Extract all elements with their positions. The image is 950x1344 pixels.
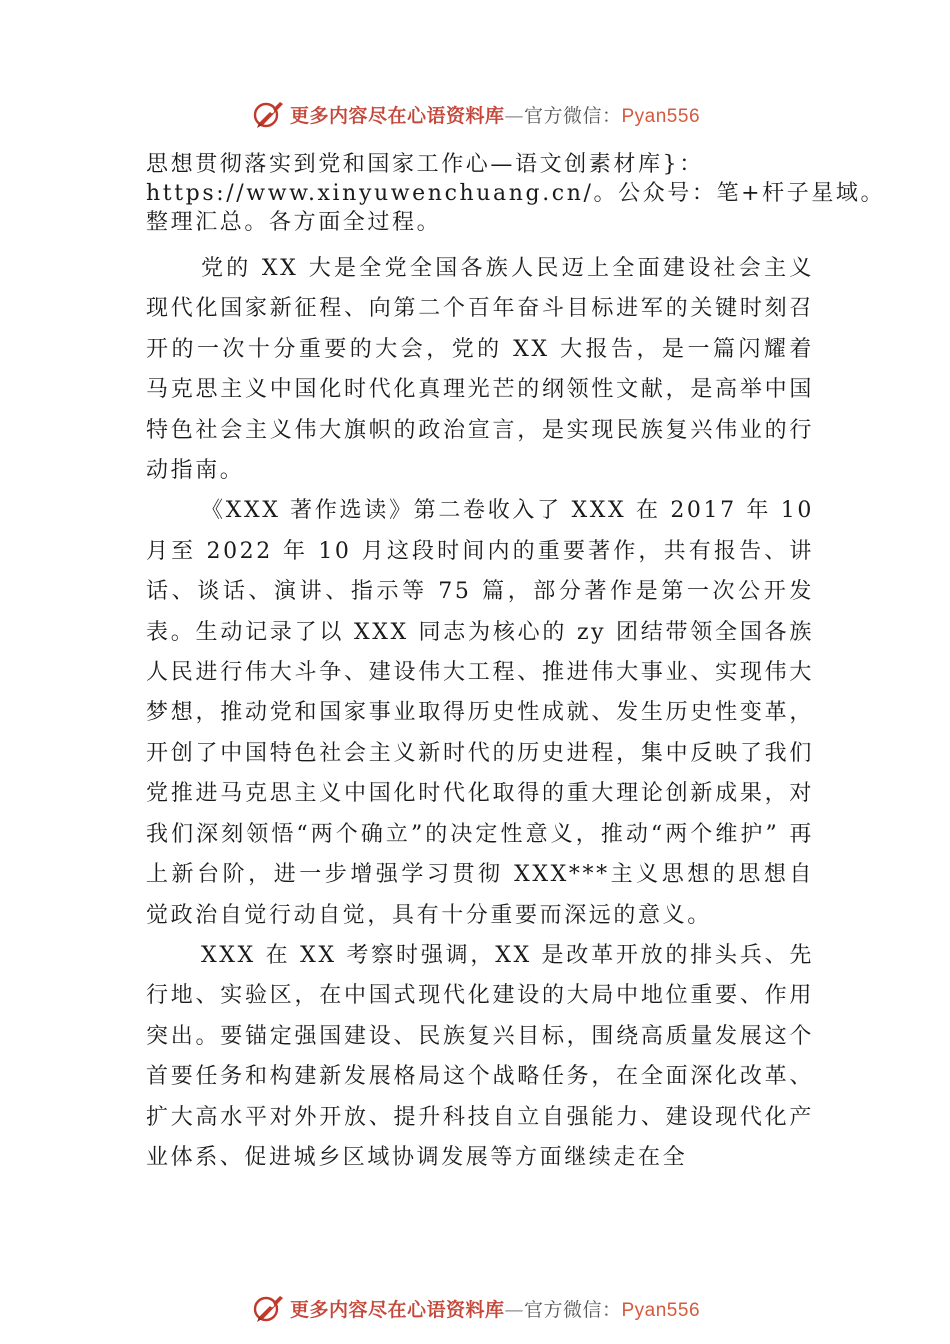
watermark-brand: 更多内容尽在心语资料库	[289, 1298, 505, 1321]
watermark-separator: —	[504, 104, 524, 127]
watermark-handle: Pyan556	[621, 1299, 701, 1321]
watermark-label: 官方微信：	[523, 1298, 622, 1321]
quill-pen-circle-icon	[250, 1291, 286, 1325]
paragraph-3: XXX 在 XX 考察时强调，XX 是改革开放的排头兵、先行地、实验区，在中国式现代化建设的大局中地位重要、作用突出。要锚定强国建设、民族复兴目标，围绕高质量发展这个首要任务和构建新发展格局这个战略任务，在全面深化改革、扩大高水平对外开放、提升科技自立自强能力、建设现代化产业体系、促进城乡区域协调发展等方面继续走在全	[146, 942, 814, 1170]
header-watermark	[0, 94, 950, 134]
intro-line: 思想贯彻落实到党和国家工作心—语文创素材库}：	[146, 152, 704, 177]
watermark-text	[290, 1295, 700, 1322]
intro-line: https://www.xinyuwenchuang.cn/。公众号：笔+杆子星域。	[146, 181, 886, 206]
watermark-text	[290, 101, 700, 128]
quill-pen-circle-icon	[250, 97, 286, 131]
document-body	[146, 150, 886, 1178]
paragraph-2: 《XXX 著作选读》第二卷收入了 XXX 在 2017 年 10 月至 2022 年 10 月这段时间内的重要著作，共有报告、讲话、谈话、演讲、指示等 75 篇，部分著作是第一次公开发表。生动记录了以 XXX 同志为核心的 zy 团结带领全国各族人民进行伟大斗争、建设伟大工程、推进伟大事业、实现伟大梦想，推动党和国家事业取得历史性成就、发生历史性变革，开创了中国特色社会主义新时代的历史进程，集中反映了我们党推进马克思主义中国化时代化取得的重大理论创新成果，对我们深刻领悟“两个确立”的决定性意义，推动“两个维护” 再上新台阶，进一步增强学习贯彻 XXX***主义思想的思想自觉政治自觉行动自觉，具有十分重要而深远的意义。	[146, 498, 814, 928]
watermark-label: 官方微信：	[523, 104, 622, 127]
paragraph-1: 党的 XX 大是全党全国各族人民迈上全面建设社会主义现代化国家新征程、向第二个百年奋斗目标进军的关键时刻召开的一次十分重要的大会，党的 XX 大报告，是一篇闪耀着马克思主义中国化时代化真理光芒的纲领性文献，是高举中国特色社会主义伟大旗帜的政治宣言，是实现民族复兴伟业的行动指南。	[146, 256, 814, 484]
intro-line: 整理汇总。各方面全过程。	[146, 210, 442, 235]
footer-watermark	[0, 1288, 950, 1328]
intro-block	[146, 150, 886, 237]
watermark-separator: —	[504, 1298, 524, 1321]
watermark-brand: 更多内容尽在心语资料库	[289, 104, 505, 127]
watermark-handle: Pyan556	[621, 105, 701, 127]
